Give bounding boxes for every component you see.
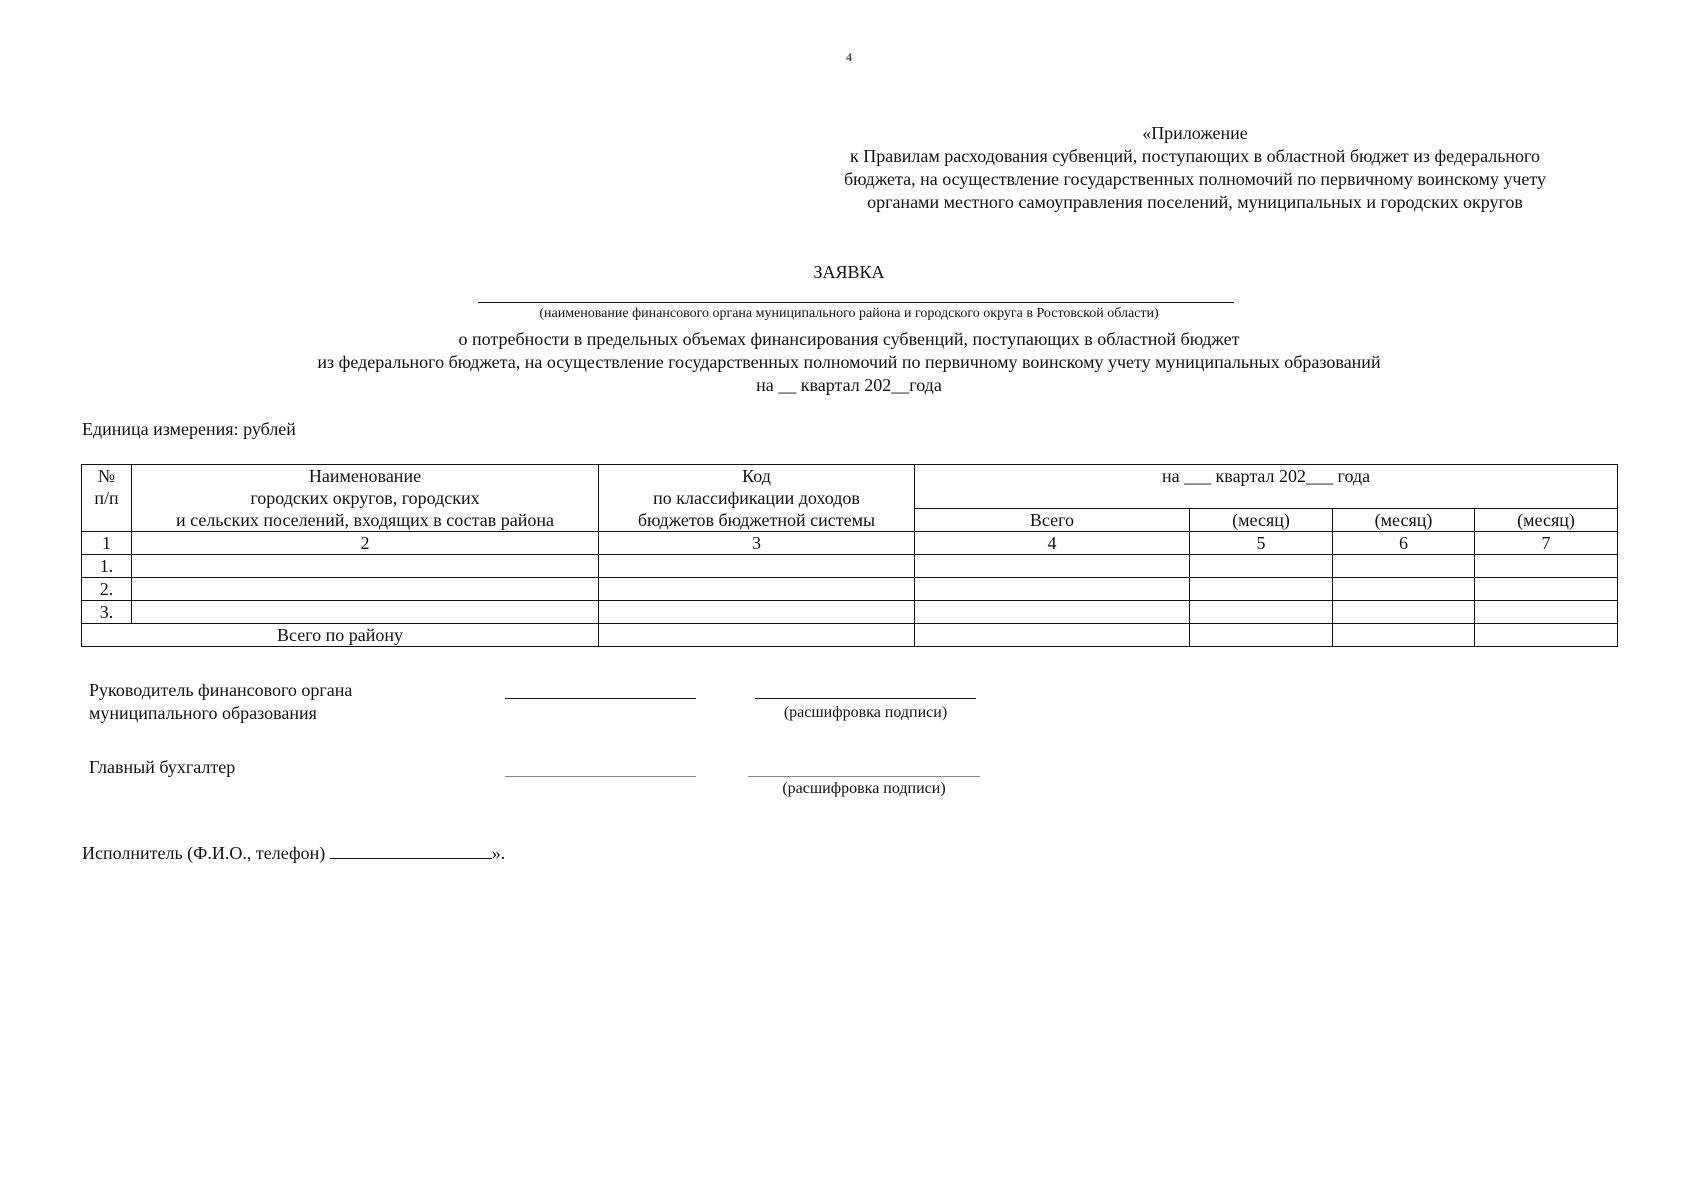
accountant-signature-caption: (расшифровка подписи) [782, 780, 946, 797]
row-month1-cell [1190, 601, 1333, 624]
appendix-line: к Правилам расходования субвенций, поступающих в областной бюджет из федерального [850, 146, 1540, 166]
appendix-line: «Приложение [1142, 123, 1248, 143]
column-number: 1 [82, 532, 132, 555]
accountant-signature-line [505, 776, 696, 777]
column-number: 7 [1475, 532, 1618, 555]
appendix-line: органами местного самоуправления поселений, муниципальных и городских округов [867, 192, 1523, 212]
table-row [82, 555, 1618, 578]
row-code-cell [599, 601, 915, 624]
header-month-3: (месяц) [1475, 509, 1618, 532]
table-row [82, 578, 1618, 601]
header-month-1: (месяц) [1190, 509, 1333, 532]
row-month3-cell [1475, 555, 1618, 578]
appendix-line: бюджета, на осуществление государственных полномочий по первичному воинскому учету [843, 169, 1547, 189]
row-total-cell [915, 555, 1190, 578]
organization-name-caption: (наименование финансового органа муниципального района и городского округа в Ростовской области) [539, 306, 1159, 321]
header-number [82, 465, 132, 532]
executor-line [82, 842, 505, 864]
row-number: 3. [82, 601, 132, 624]
header-name-line2: городских округов, городских [250, 488, 480, 508]
document-subtitle [0, 328, 1698, 397]
row-month1-cell [1190, 578, 1333, 601]
head-label-line1: Руководитель финансового органа [89, 680, 353, 700]
accountant-label: Главный бухгалтер [89, 757, 236, 777]
header-code [599, 465, 915, 532]
row-month1-cell [1190, 555, 1333, 578]
header-number-line1: № [97, 466, 116, 486]
row-month3-cell [1475, 601, 1618, 624]
subtitle-line: из федерального бюджета, на осуществление государственных полномочий по первичному воинскому учету муниципальных образований [317, 352, 1381, 372]
header-code-line2: по классификации доходов [653, 488, 860, 508]
row-total-cell [915, 578, 1190, 601]
total-row [82, 624, 1618, 647]
appendix-header [800, 122, 1590, 214]
row-number: 1. [82, 555, 132, 578]
executor-field-line [330, 842, 492, 859]
total-row-label: Всего по району [82, 624, 599, 647]
header-total: Всего [915, 509, 1190, 532]
column-number: 3 [599, 532, 915, 555]
table-row [82, 601, 1618, 624]
head-signature-caption: (расшифровка подписи) [783, 704, 948, 721]
header-quarter: на ___ квартал 202___ года [915, 465, 1618, 509]
header-number-line2: п/п [94, 488, 119, 508]
accountant-name-line [748, 776, 980, 777]
row-total-cell [915, 601, 1190, 624]
row-code-cell [599, 555, 915, 578]
column-numbers-row [82, 532, 1618, 555]
total-sum-cell [915, 624, 1190, 647]
document-title: ЗАЯВКА [813, 262, 885, 282]
total-month2-cell [1333, 624, 1475, 647]
head-name-line [755, 698, 976, 699]
head-label-line2: муниципального образования [89, 703, 317, 723]
row-name-cell [132, 578, 599, 601]
column-number: 4 [915, 532, 1190, 555]
subtitle-line: на __ квартал 202__года [756, 375, 942, 395]
header-code-line1: Код [742, 466, 771, 486]
executor-suffix: ». [491, 843, 506, 863]
organization-name-line [478, 302, 1234, 303]
header-name-line1: Наименование [308, 466, 422, 486]
subtitle-line: о потребности в предельных объемах финансирования субвенций, поступающих в областной бюджет [458, 329, 1240, 349]
column-number: 2 [132, 532, 599, 555]
header-code-line3: бюджетов бюджетной системы [637, 510, 876, 530]
row-month2-cell [1333, 578, 1475, 601]
head-signature-label [89, 679, 352, 725]
header-name [132, 465, 599, 532]
column-number: 5 [1190, 532, 1333, 555]
row-name-cell [132, 555, 599, 578]
row-month2-cell [1333, 555, 1475, 578]
total-month1-cell [1190, 624, 1333, 647]
column-number: 6 [1333, 532, 1475, 555]
row-number: 2. [82, 578, 132, 601]
total-code-cell [599, 624, 915, 647]
row-month2-cell [1333, 601, 1475, 624]
row-month3-cell [1475, 578, 1618, 601]
page-number: 4 [846, 50, 852, 64]
subvention-request-table [81, 464, 1618, 647]
total-month3-cell [1475, 624, 1618, 647]
measurement-unit: Единица измерения: рублей [82, 419, 296, 439]
row-name-cell [132, 601, 599, 624]
row-code-cell [599, 578, 915, 601]
head-signature-line [505, 698, 696, 699]
header-month-2: (месяц) [1333, 509, 1475, 532]
executor-label: Исполнитель (Ф.И.О., телефон) [82, 843, 326, 863]
header-name-line3: и сельских поселений, входящих в состав района [175, 510, 554, 530]
